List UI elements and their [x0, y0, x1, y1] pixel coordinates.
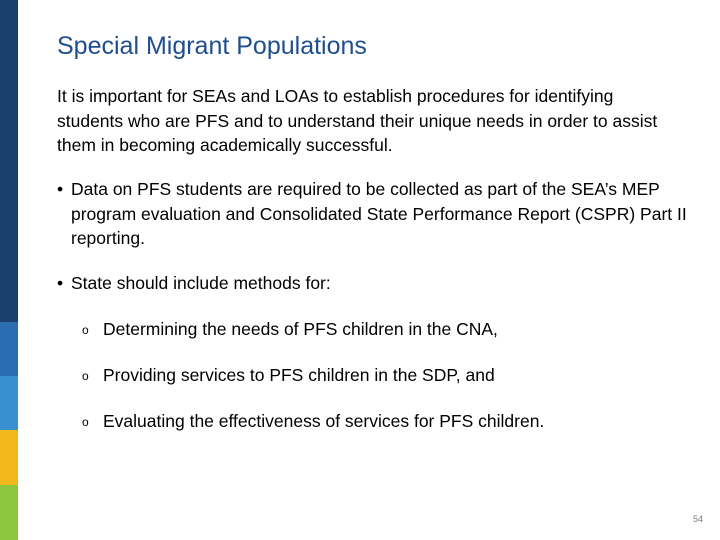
bullet-item	[57, 271, 691, 296]
sub-item-text: Evaluating the effectiveness of services for PFS children.	[103, 411, 545, 431]
intro-paragraph: It is important for SEAs and LOAs to establish procedures for identifying students who are PFS and to understand their unique needs in order to assist them in becoming academically successful.	[57, 86, 658, 155]
sub-list-item	[82, 317, 498, 343]
sub-list-item	[82, 363, 495, 389]
slide-title: Special Migrant Populations	[57, 32, 367, 60]
bullet-item	[57, 177, 691, 251]
side-bar-blue-segment	[0, 322, 18, 376]
circle-marker-icon: o	[82, 369, 89, 383]
circle-marker-icon: o	[82, 415, 89, 429]
side-bar-light-blue-segment	[0, 376, 18, 430]
circle-marker-icon: o	[82, 323, 89, 337]
bullet-text: Data on PFS students are required to be collected as part of the SEA’s MEP program evaluation and Consolidated State Performance Report (CSPR) Part II reporting.	[71, 179, 687, 248]
bullet-marker: •	[57, 179, 64, 199]
bullet-marker: •	[57, 273, 64, 293]
side-bar-green-segment	[0, 485, 18, 540]
sub-list-item	[82, 409, 544, 435]
bullet-text: State should include methods for:	[71, 273, 331, 293]
page-number: 54	[692, 514, 703, 524]
sub-item-text: Determining the needs of PFS children in the CNA,	[103, 319, 498, 339]
sub-item-text: Providing services to PFS children in the SDP, and	[103, 365, 495, 385]
side-color-bar	[0, 0, 18, 540]
side-bar-yellow-segment	[0, 430, 18, 485]
side-bar-navy-segment	[0, 0, 18, 322]
